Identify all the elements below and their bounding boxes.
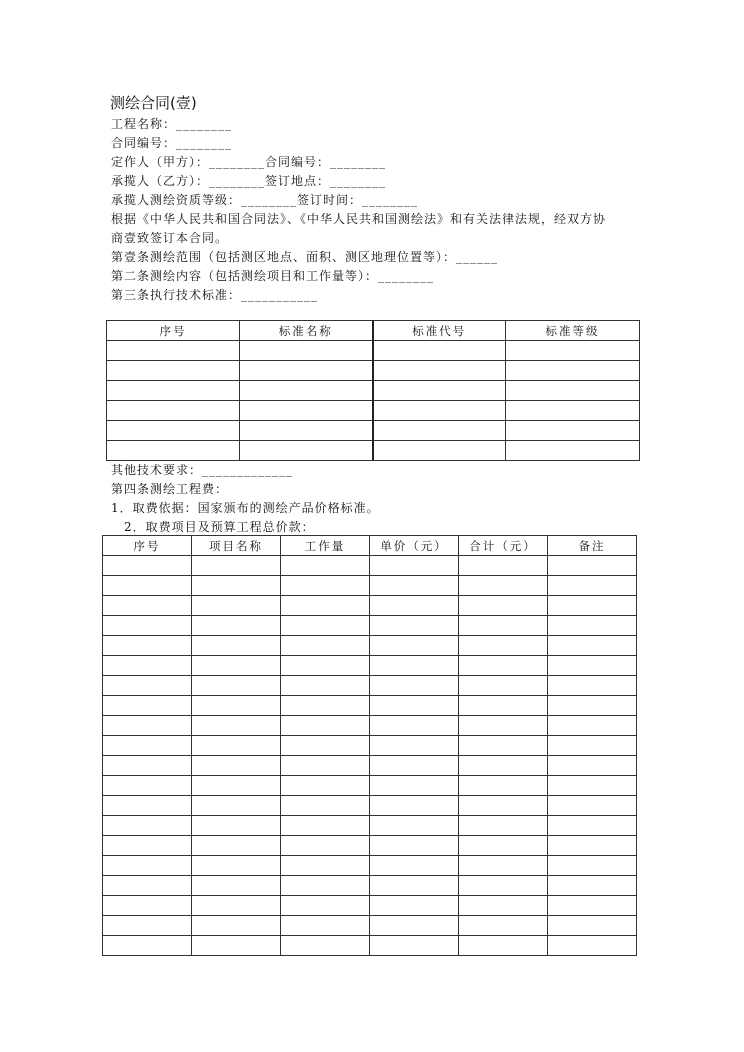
table-row xyxy=(103,656,637,676)
header-cell: 单价（元） xyxy=(370,536,459,556)
table-cell xyxy=(103,676,192,696)
table-cell xyxy=(281,776,370,796)
table-cell xyxy=(370,676,459,696)
table-cell xyxy=(370,896,459,916)
table-cell xyxy=(103,596,192,616)
table-cell xyxy=(548,876,637,896)
table-cell xyxy=(192,896,281,916)
table-cell xyxy=(281,896,370,916)
table-cell xyxy=(103,556,192,576)
qualification-line: 承揽人测绘资质等级：________签订时间：________ xyxy=(111,193,419,207)
table-cell xyxy=(373,341,506,361)
standards-table xyxy=(106,320,640,461)
table-cell xyxy=(370,596,459,616)
table-row xyxy=(103,776,637,796)
table-cell xyxy=(281,736,370,756)
table-cell xyxy=(370,816,459,836)
table-cell xyxy=(459,556,548,576)
table-cell xyxy=(281,616,370,636)
table-cell xyxy=(548,596,637,616)
table-cell xyxy=(103,756,192,776)
table-row xyxy=(103,896,637,916)
fee-basis-line: 1．取费依据：国家颁布的测绘产品价格标准。 xyxy=(111,501,380,515)
table-cell xyxy=(103,796,192,816)
table-cell xyxy=(459,916,548,936)
table-cell xyxy=(103,916,192,936)
table-cell xyxy=(370,736,459,756)
table-cell xyxy=(192,676,281,696)
header-cell: 序号 xyxy=(107,321,240,341)
article-2-line: 第二条测绘内容（包括测绘项目和工作量等）：________ xyxy=(111,269,435,283)
project-name-line: 工程名称：________ xyxy=(111,117,233,131)
table-cell xyxy=(192,596,281,616)
table-cell xyxy=(192,696,281,716)
contract-number-line: 合同编号：________ xyxy=(111,136,233,150)
party-a-line: 定作人（甲方）：________合同编号：________ xyxy=(111,155,387,169)
table-cell xyxy=(506,381,640,401)
table-cell xyxy=(103,636,192,656)
table-cell xyxy=(459,636,548,656)
table-cell xyxy=(548,896,637,916)
table-cell xyxy=(548,576,637,596)
table-row xyxy=(103,816,637,836)
table-cell xyxy=(103,936,192,956)
table-cell xyxy=(506,341,640,361)
table-cell xyxy=(548,936,637,956)
header-cell: 标准代号 xyxy=(373,321,506,341)
table-cell xyxy=(548,656,637,676)
table-cell xyxy=(281,836,370,856)
table-cell xyxy=(370,616,459,636)
table-cell xyxy=(373,401,506,421)
table-row xyxy=(107,381,640,401)
table-cell xyxy=(459,796,548,816)
table-row xyxy=(103,796,637,816)
table-cell xyxy=(548,816,637,836)
table-cell xyxy=(459,756,548,776)
table-cell xyxy=(192,856,281,876)
table-cell xyxy=(548,916,637,936)
table-cell xyxy=(370,936,459,956)
table-cell xyxy=(103,696,192,716)
table-row xyxy=(103,576,637,596)
table-cell xyxy=(459,876,548,896)
table-cell xyxy=(192,936,281,956)
table-row xyxy=(103,936,637,956)
table-row xyxy=(107,341,640,361)
legal-basis-line-1: 根据《中华人民共和国合同法》、《中华人民共和国测绘法》和有关法律法规，经双方协 xyxy=(111,212,607,226)
table-row xyxy=(103,856,637,876)
header-cell: 工作量 xyxy=(281,536,370,556)
table-cell xyxy=(459,856,548,876)
table-cell xyxy=(459,696,548,716)
table-cell xyxy=(281,936,370,956)
table-cell xyxy=(370,856,459,876)
table-cell xyxy=(548,736,637,756)
table-row xyxy=(103,736,637,756)
table-cell xyxy=(370,716,459,736)
table-cell xyxy=(103,616,192,636)
fee-items-line: 2．取费项目及预算工程总价款： xyxy=(111,520,315,534)
table-cell xyxy=(370,796,459,816)
other-requirements-line: 其他技术要求：_____________ xyxy=(111,463,294,477)
table-cell xyxy=(281,576,370,596)
table-cell xyxy=(459,616,548,636)
table-row xyxy=(103,696,637,716)
table-cell xyxy=(107,421,240,441)
table-cell xyxy=(281,696,370,716)
table-cell xyxy=(370,696,459,716)
table-cell xyxy=(107,361,240,381)
table-cell xyxy=(548,696,637,716)
table-cell xyxy=(192,756,281,776)
table-cell xyxy=(107,401,240,421)
table-cell xyxy=(103,736,192,756)
table-cell xyxy=(107,441,240,461)
table-cell xyxy=(370,776,459,796)
table-cell xyxy=(103,856,192,876)
table-cell xyxy=(506,401,640,421)
table-cell xyxy=(281,636,370,656)
table-cell xyxy=(370,876,459,896)
table-cell xyxy=(459,656,548,676)
table-row xyxy=(107,401,640,421)
table-cell xyxy=(281,596,370,616)
table-cell xyxy=(192,816,281,836)
table-cell xyxy=(240,441,373,461)
table-row xyxy=(103,756,637,776)
table-cell xyxy=(107,381,240,401)
table-header-row xyxy=(103,536,637,556)
table-cell xyxy=(192,876,281,896)
table-cell xyxy=(370,916,459,936)
table-cell xyxy=(459,836,548,856)
party-b-line: 承揽人（乙方）：________签订地点：________ xyxy=(111,174,387,188)
table-row xyxy=(107,361,640,381)
table-cell xyxy=(192,656,281,676)
table-cell xyxy=(459,596,548,616)
table-cell xyxy=(107,341,240,361)
document-title: 测绘合同(壹) xyxy=(110,94,197,112)
table-cell xyxy=(281,656,370,676)
table-cell xyxy=(192,736,281,756)
table-cell xyxy=(192,836,281,856)
legal-basis-line-2: 商壹致签订本合同。 xyxy=(111,231,229,245)
table-row xyxy=(103,836,637,856)
table-cell xyxy=(548,856,637,876)
table-cell xyxy=(281,676,370,696)
table-cell xyxy=(192,716,281,736)
table-cell xyxy=(370,636,459,656)
table-row xyxy=(103,876,637,896)
table-cell xyxy=(192,796,281,816)
table-cell xyxy=(506,421,640,441)
table-cell xyxy=(370,576,459,596)
table-row xyxy=(103,616,637,636)
table-cell xyxy=(459,896,548,916)
table-cell xyxy=(240,401,373,421)
table-cell xyxy=(548,716,637,736)
article-4-line: 第四条测绘工程费： xyxy=(111,482,229,496)
table-cell xyxy=(240,341,373,361)
table-cell xyxy=(103,896,192,916)
header-cell: 标准名称 xyxy=(240,321,373,341)
table-cell xyxy=(281,796,370,816)
table-cell xyxy=(548,796,637,816)
header-cell: 项目名称 xyxy=(192,536,281,556)
table-row xyxy=(103,676,637,696)
table-cell xyxy=(459,716,548,736)
table-cell xyxy=(373,441,506,461)
table-cell xyxy=(281,916,370,936)
table-row xyxy=(103,636,637,656)
table-cell xyxy=(459,816,548,836)
table-cell xyxy=(281,556,370,576)
table-header-row xyxy=(107,321,640,341)
table-cell xyxy=(370,756,459,776)
table-cell xyxy=(103,716,192,736)
table-cell xyxy=(192,616,281,636)
table-cell xyxy=(281,856,370,876)
table-row xyxy=(103,916,637,936)
article-1-line: 第壹条测绘范围（包括测区地点、面积、测区地理位置等）：______ xyxy=(111,250,499,264)
table-row xyxy=(103,596,637,616)
table-cell xyxy=(459,936,548,956)
table-cell xyxy=(548,756,637,776)
table-cell xyxy=(103,776,192,796)
table-cell xyxy=(103,576,192,596)
table-cell xyxy=(459,776,548,796)
table-cell xyxy=(281,756,370,776)
table-cell xyxy=(370,556,459,576)
table-cell xyxy=(548,616,637,636)
table-cell xyxy=(370,836,459,856)
table-cell xyxy=(103,816,192,836)
table-cell xyxy=(192,636,281,656)
table-row xyxy=(107,441,640,461)
table-cell xyxy=(240,381,373,401)
table-cell xyxy=(459,736,548,756)
fee-table xyxy=(102,535,637,956)
table-cell xyxy=(103,836,192,856)
table-cell xyxy=(459,676,548,696)
table-cell xyxy=(506,441,640,461)
table-cell xyxy=(459,576,548,596)
table-cell xyxy=(240,361,373,381)
header-cell: 备注 xyxy=(548,536,637,556)
table-cell xyxy=(192,916,281,936)
table-cell xyxy=(370,656,459,676)
table-cell xyxy=(103,876,192,896)
table-cell xyxy=(192,576,281,596)
header-cell: 标准等级 xyxy=(506,321,640,341)
table-cell xyxy=(506,361,640,381)
table-cell xyxy=(548,636,637,656)
table-cell xyxy=(103,656,192,676)
table-cell xyxy=(373,381,506,401)
table-cell xyxy=(192,776,281,796)
table-cell xyxy=(548,556,637,576)
table-cell xyxy=(281,716,370,736)
header-cell: 序号 xyxy=(103,536,192,556)
table-row xyxy=(103,556,637,576)
article-3-line: 第三条执行技术标准：___________ xyxy=(111,288,319,302)
header-cell: 合计（元） xyxy=(459,536,548,556)
table-cell xyxy=(373,361,506,381)
table-cell xyxy=(192,556,281,576)
table-cell xyxy=(240,421,373,441)
table-cell xyxy=(548,676,637,696)
table-cell xyxy=(281,876,370,896)
table-cell xyxy=(281,816,370,836)
table-cell xyxy=(548,836,637,856)
table-cell xyxy=(548,776,637,796)
table-row xyxy=(107,421,640,441)
table-cell xyxy=(373,421,506,441)
table-row xyxy=(103,716,637,736)
